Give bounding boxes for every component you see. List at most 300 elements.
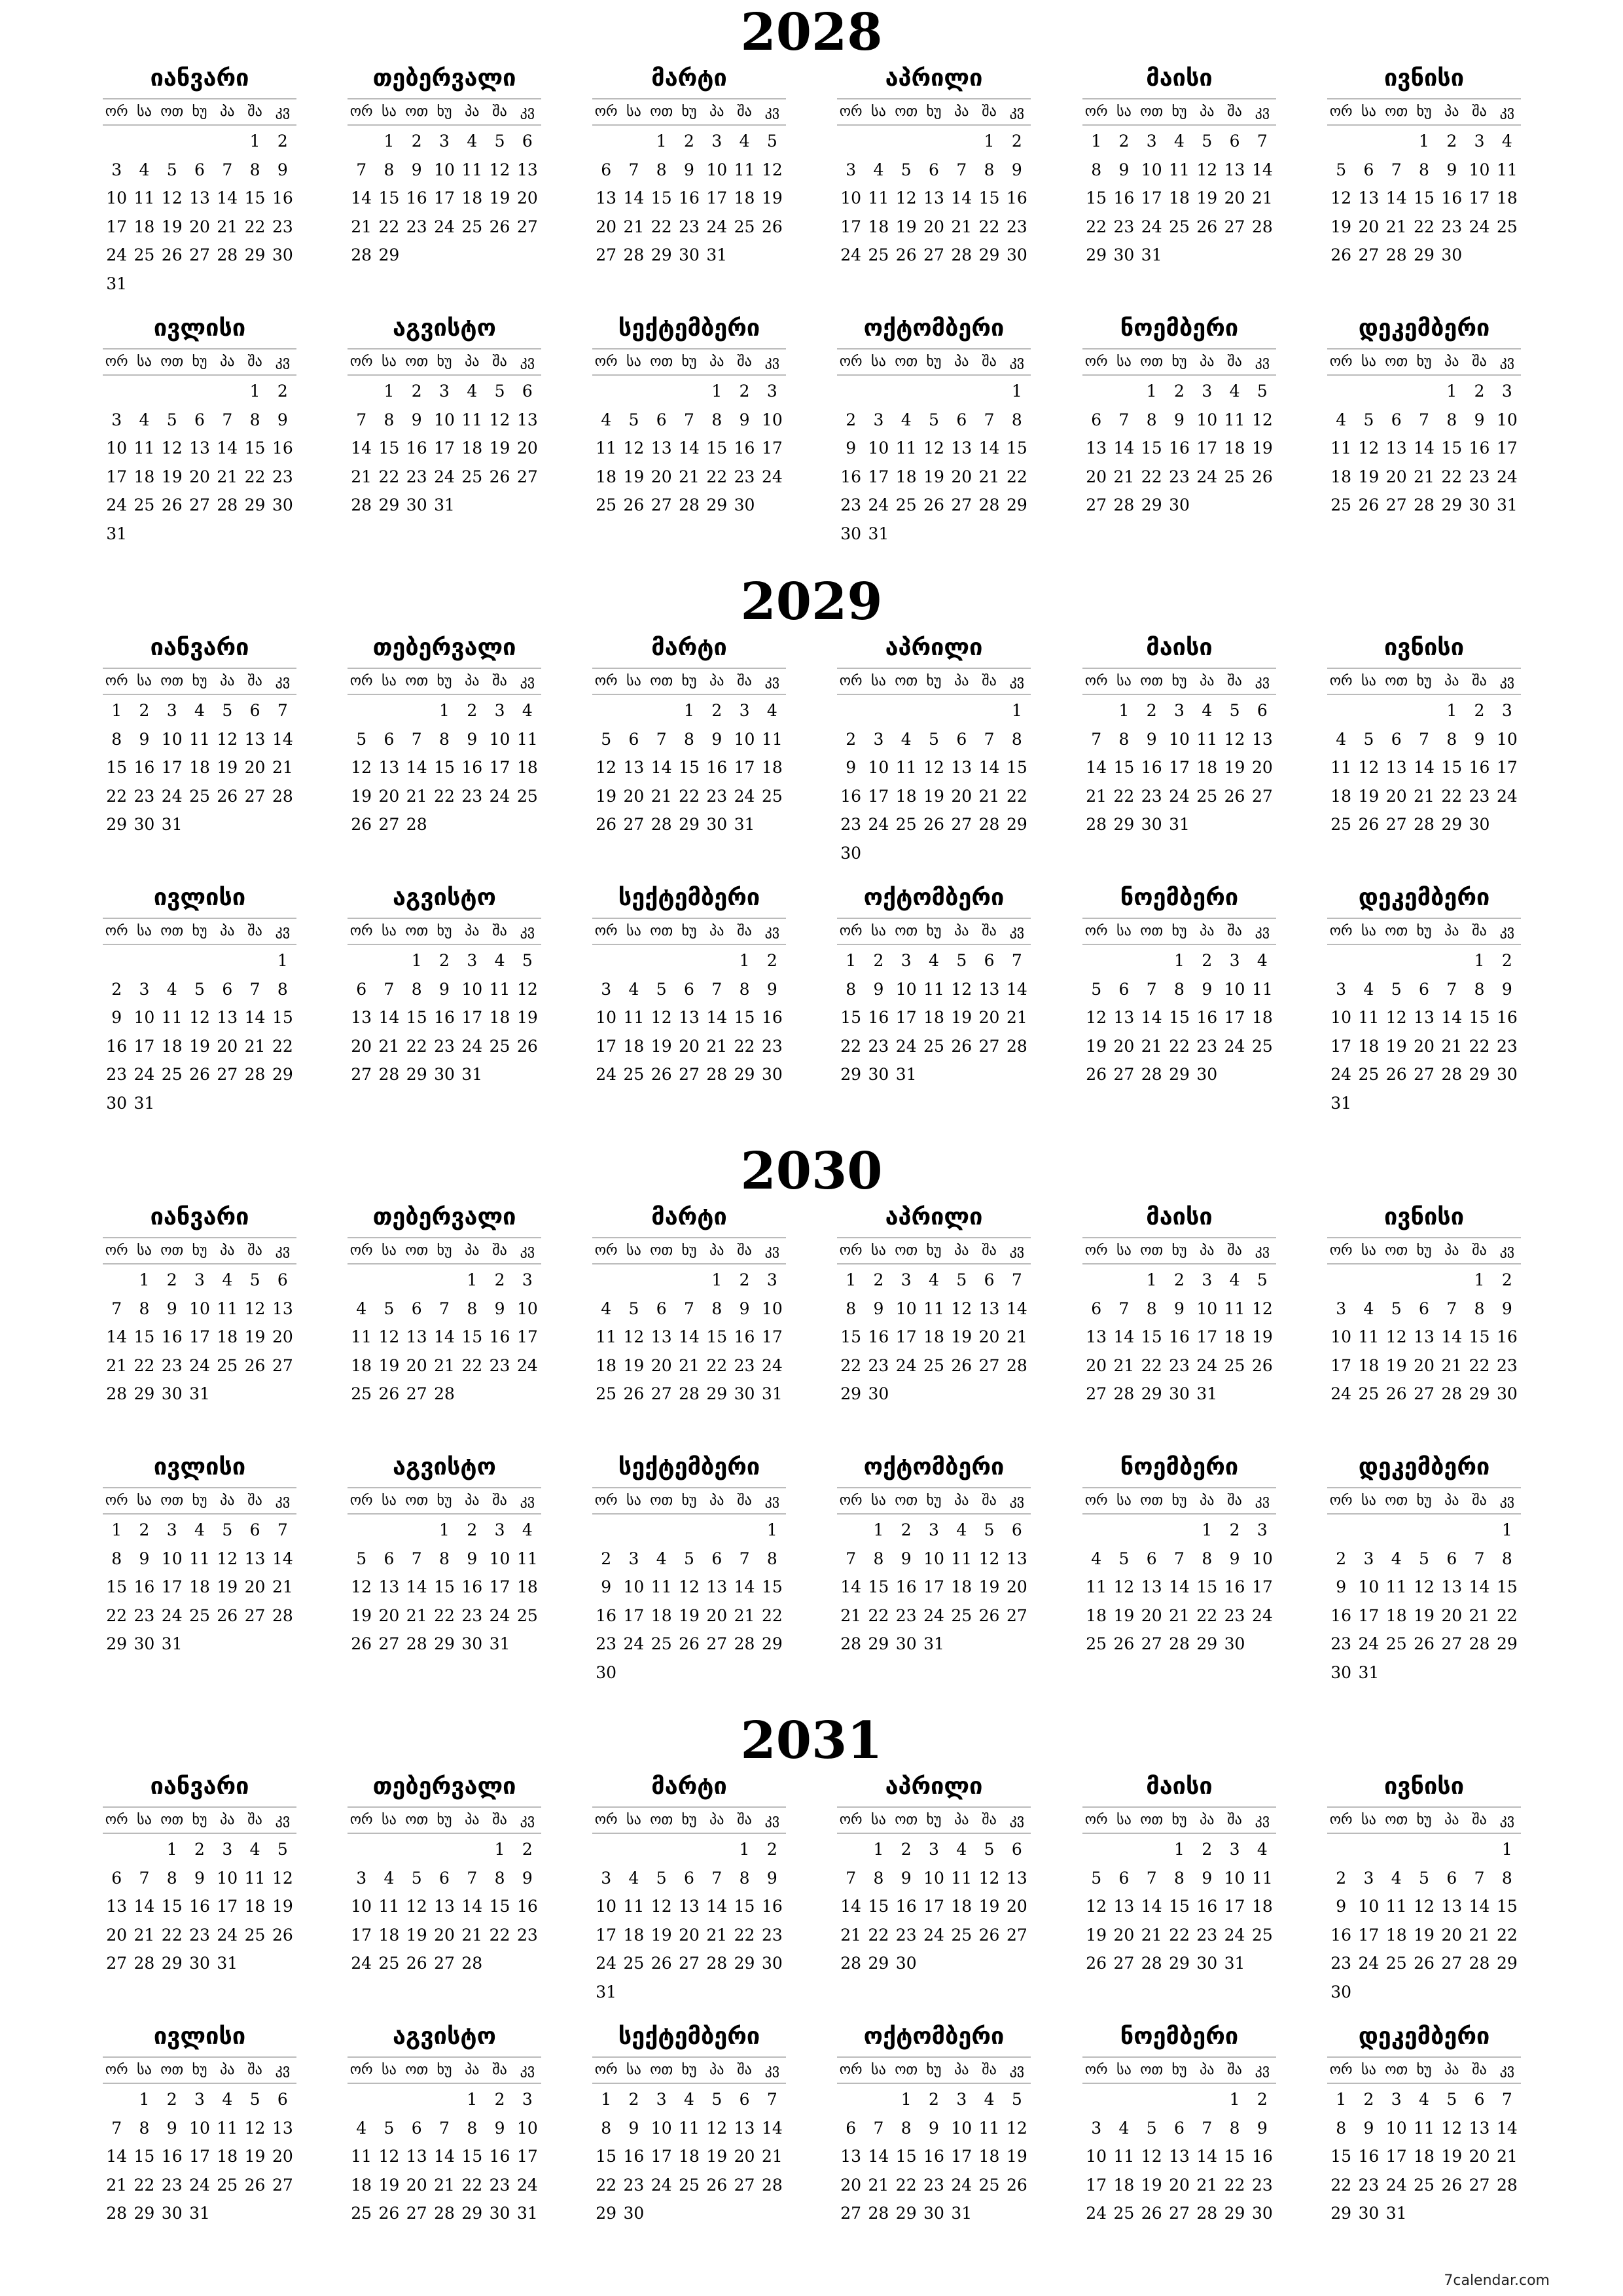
day-cell: 31 xyxy=(489,1634,510,1653)
day-cell: 17 xyxy=(189,1327,210,1346)
weekday-label: პა xyxy=(709,103,724,120)
day-cell: 9 xyxy=(873,979,884,999)
weekday-label: ხუ xyxy=(1416,103,1432,120)
weekday-label: ოთ xyxy=(650,1242,673,1259)
day-cell: 4 xyxy=(601,1299,612,1318)
day-cell: 16 xyxy=(434,1008,455,1027)
day-cell: 28 xyxy=(378,1065,400,1084)
weekday-label: შა xyxy=(247,673,262,689)
day-cell: 26 xyxy=(1414,1634,1435,1653)
day-cell: 26 xyxy=(1006,2175,1027,2195)
month-name: დეკემბერი xyxy=(1358,2023,1490,2050)
day-cell: 18 xyxy=(516,758,538,777)
day-cell: 9 xyxy=(873,1299,884,1318)
day-cell: 7 xyxy=(846,1549,857,1568)
weekday-label: ორ xyxy=(594,673,618,689)
day-empty xyxy=(675,946,703,975)
day-cell: 16 xyxy=(1196,1008,1218,1027)
day-cell: 17 xyxy=(217,1897,238,1916)
day-cell: 30 xyxy=(895,1954,917,1973)
day-cell: 30 xyxy=(489,2204,510,2223)
day-cell: 16 xyxy=(895,1577,917,1596)
day-cell: 25 xyxy=(596,1384,617,1403)
day-cell: 4 xyxy=(601,410,612,429)
day-cell: 8 xyxy=(1146,410,1157,429)
day-cell: 4 xyxy=(139,160,150,179)
day-cell: 8 xyxy=(1501,1549,1512,1568)
day-cell: 19 xyxy=(161,217,183,236)
weekday-header xyxy=(1082,668,1276,695)
day-cell: 25 xyxy=(189,786,210,806)
day-cell: 13 xyxy=(1441,1897,1463,1916)
weekday-label: შა xyxy=(737,1492,752,1509)
day-cell: 22 xyxy=(434,1605,455,1625)
day-cell: 9 xyxy=(766,979,777,999)
day-cell: 9 xyxy=(139,1549,150,1568)
day-cell: 29 xyxy=(1141,1384,1162,1403)
weekday-label: შა xyxy=(492,673,507,689)
day-empty xyxy=(865,2085,892,2114)
day-cell: 17 xyxy=(1330,1355,1352,1375)
day-cell: 28 xyxy=(761,2175,783,2195)
day-cell: 24 xyxy=(923,1925,944,1945)
day-cell: 31 xyxy=(1330,1093,1352,1113)
weekday-label: სა xyxy=(626,103,641,120)
day-cell: 19 xyxy=(161,467,183,486)
day-cell: 5 xyxy=(929,729,939,749)
day-cell: 27 xyxy=(1441,1954,1463,1973)
day-cell: 15 xyxy=(679,758,700,777)
day-empty xyxy=(213,377,241,406)
day-cell: 21 xyxy=(351,467,372,486)
day-cell: 30 xyxy=(1113,245,1135,264)
day-cell: 14 xyxy=(434,1327,455,1346)
day-cell: 28 xyxy=(434,1384,455,1403)
day-cell: 23 xyxy=(1496,1036,1518,1056)
day-cell: 1 xyxy=(984,132,995,151)
day-cell: 25 xyxy=(217,1355,238,1375)
day-empty xyxy=(592,1835,620,1864)
day-cell: 17 xyxy=(734,758,755,777)
day-cell: 2 xyxy=(411,382,422,401)
weekday-label: ორ xyxy=(1084,353,1108,370)
day-cell: 13 xyxy=(706,1577,728,1596)
day-empty xyxy=(1465,1835,1493,1864)
day-cell: 23 xyxy=(1251,2175,1273,2195)
day-cell: 31 xyxy=(134,1093,155,1113)
weekday-header xyxy=(1327,668,1521,695)
day-cell: 4 xyxy=(929,1270,939,1289)
day-cell: 26 xyxy=(951,1355,972,1375)
day-cell: 3 xyxy=(901,951,912,970)
day-cell: 17 xyxy=(623,1605,645,1625)
day-cell: 28 xyxy=(1469,1634,1490,1653)
day-empty xyxy=(620,1835,647,1864)
day-cell: 3 xyxy=(222,1840,233,1859)
day-cell: 20 xyxy=(1006,1897,1027,1916)
day-cell: 30 xyxy=(1006,245,1027,264)
day-cell: 26 xyxy=(244,2175,266,2195)
day-cell: 27 xyxy=(651,1384,672,1403)
day-cell: 3 xyxy=(494,701,505,720)
weekday-label: ოთ xyxy=(1385,353,1408,370)
weekday-label: ოთ xyxy=(1385,673,1408,689)
day-cell: 1 xyxy=(846,1270,857,1289)
weekday-label: სა xyxy=(137,1242,152,1259)
weekday-label: ოთ xyxy=(160,353,184,370)
day-cell: 16 xyxy=(761,1008,783,1027)
day-cell: 9 xyxy=(1474,729,1485,749)
day-cell: 7 xyxy=(383,979,395,999)
weekday-label: ხუ xyxy=(1416,1812,1432,1828)
day-cell: 23 xyxy=(679,217,700,236)
day-empty xyxy=(675,1266,703,1295)
day-cell: 26 xyxy=(161,495,183,514)
day-cell: 22 xyxy=(651,217,672,236)
weekday-header xyxy=(837,1237,1031,1265)
day-cell: 23 xyxy=(840,495,862,514)
day-cell: 17 xyxy=(489,1577,510,1596)
day-cell: 16 xyxy=(895,1897,917,1916)
weekday-label: ორ xyxy=(594,1812,618,1828)
month-name: ივლისი xyxy=(153,315,246,342)
weekday-label: ორ xyxy=(105,673,128,689)
day-cell: 27 xyxy=(1086,1384,1107,1403)
weekday-label: შა xyxy=(982,1492,997,1509)
day-cell: 29 xyxy=(679,815,700,834)
day-cell: 16 xyxy=(761,1897,783,1916)
day-cell: 29 xyxy=(378,245,400,264)
day-cell: 24 xyxy=(1086,2204,1107,2223)
day-empty xyxy=(1383,1266,1410,1295)
day-cell: 5 xyxy=(684,1549,694,1568)
day-grid xyxy=(837,946,1031,1089)
day-grid xyxy=(837,2085,1031,2228)
day-cell: 3 xyxy=(873,410,884,429)
day-cell: 17 xyxy=(840,217,862,236)
day-cell: 19 xyxy=(189,1036,210,1056)
weekday-label: ოთ xyxy=(650,2062,673,2078)
day-cell: 26 xyxy=(1414,1954,1435,1973)
day-cell: 25 xyxy=(895,495,917,514)
day-cell: 1 xyxy=(873,1840,884,1859)
weekday-label: პა xyxy=(954,923,969,939)
day-cell: 19 xyxy=(1385,1036,1407,1056)
day-cell: 13 xyxy=(596,188,617,207)
day-cell: 27 xyxy=(951,815,972,834)
day-grid xyxy=(1082,1835,1276,1978)
weekday-label: ორ xyxy=(594,923,618,939)
weekday-label: პა xyxy=(220,2062,235,2078)
day-cell: 30 xyxy=(840,843,862,863)
day-cell: 19 xyxy=(923,467,944,486)
day-cell: 4 xyxy=(1118,2118,1130,2138)
day-empty xyxy=(1327,1835,1355,1864)
footer-credit: 7calendar.com xyxy=(1444,2272,1550,2289)
weekday-header xyxy=(348,1487,541,1515)
weekday-label: ხუ xyxy=(1171,1812,1187,1828)
day-cell: 8 xyxy=(1419,160,1429,179)
day-cell: 30 xyxy=(679,245,700,264)
day-cell: 20 xyxy=(272,1327,293,1346)
day-empty xyxy=(920,696,948,725)
day-empty xyxy=(730,1516,758,1545)
day-cell: 4 xyxy=(766,701,777,720)
day-cell: 14 xyxy=(1441,1008,1463,1027)
day-cell: 22 xyxy=(1006,467,1027,486)
day-cell: 10 xyxy=(1330,1008,1352,1027)
weekday-label: კვ xyxy=(1255,353,1270,370)
day-cell: 17 xyxy=(1196,1327,1218,1346)
weekday-label: ოთ xyxy=(1385,103,1408,120)
day-cell: 9 xyxy=(846,758,857,777)
day-cell: 25 xyxy=(761,786,783,806)
day-cell: 6 xyxy=(1419,1299,1429,1318)
day-cell: 10 xyxy=(1169,729,1190,749)
day-cell: 2 xyxy=(411,132,422,151)
day-cell: 22 xyxy=(706,1355,728,1375)
day-cell: 20 xyxy=(106,1925,128,1945)
weekday-label: ხუ xyxy=(926,923,942,939)
weekday-header xyxy=(348,668,541,695)
day-cell: 10 xyxy=(1251,1549,1273,1568)
day-cell: 22 xyxy=(461,1355,483,1375)
day-cell: 7 xyxy=(1011,951,1022,970)
day-cell: 25 xyxy=(1113,2204,1135,2223)
day-cell: 21 xyxy=(406,786,427,806)
day-cell: 30 xyxy=(434,1065,455,1084)
day-cell: 22 xyxy=(1113,786,1135,806)
day-cell: 18 xyxy=(1385,1925,1407,1945)
day-cell: 3 xyxy=(467,951,478,970)
month-name: სექტემბერი xyxy=(618,2023,760,2050)
weekday-label: შა xyxy=(737,923,752,939)
day-cell: 11 xyxy=(1414,2118,1435,2138)
day-cell: 10 xyxy=(1358,1577,1380,1596)
day-cell: 28 xyxy=(406,815,427,834)
day-cell: 16 xyxy=(679,188,700,207)
weekday-header xyxy=(103,1806,296,1834)
day-cell: 23 xyxy=(868,1036,889,1056)
day-cell: 22 xyxy=(1006,786,1027,806)
day-empty xyxy=(375,2085,402,2114)
day-cell: 14 xyxy=(272,729,293,749)
weekday-label: ორ xyxy=(1084,673,1108,689)
day-cell: 19 xyxy=(1358,467,1380,486)
day-cell: 25 xyxy=(351,2204,372,2223)
day-cell: 14 xyxy=(1141,1008,1162,1027)
day-cell: 13 xyxy=(679,1008,700,1027)
day-cell: 14 xyxy=(1086,758,1107,777)
day-cell: 8 xyxy=(1446,410,1457,429)
day-cell: 14 xyxy=(840,1577,862,1596)
day-cell: 19 xyxy=(1006,2147,1027,2166)
day-cell: 30 xyxy=(1496,1065,1518,1084)
day-empty xyxy=(375,696,402,725)
day-cell: 14 xyxy=(351,439,372,457)
day-cell: 5 xyxy=(1091,979,1102,999)
weekday-label: ორ xyxy=(594,103,618,120)
day-cell: 28 xyxy=(706,1065,728,1084)
day-cell: 18 xyxy=(161,1036,183,1056)
day-cell: 30 xyxy=(272,495,293,514)
day-cell: 11 xyxy=(461,410,483,429)
day-cell: 17 xyxy=(161,758,183,777)
day-cell: 24 xyxy=(1496,786,1518,806)
day-cell: 14 xyxy=(106,1327,128,1346)
day-cell: 24 xyxy=(189,2175,210,2195)
day-cell: 14 xyxy=(1414,439,1435,457)
day-cell: 12 xyxy=(244,1299,266,1318)
day-cell: 28 xyxy=(272,1605,293,1625)
day-empty xyxy=(1355,1516,1382,1545)
weekday-label: ოთ xyxy=(1385,1812,1408,1828)
weekday-label: სა xyxy=(626,1812,641,1828)
day-cell: 22 xyxy=(868,1605,889,1625)
weekday-label: ორ xyxy=(105,923,128,939)
day-cell: 15 xyxy=(272,1008,293,1027)
day-cell: 3 xyxy=(139,979,150,999)
day-cell: 28 xyxy=(1141,1954,1162,1973)
day-grid xyxy=(103,1266,296,1408)
weekday-header xyxy=(837,98,1031,126)
day-cell: 2 xyxy=(1474,382,1485,401)
day-cell: 16 xyxy=(489,1327,510,1346)
day-cell: 25 xyxy=(679,2175,700,2195)
day-cell: 21 xyxy=(217,467,238,486)
weekday-label: ოთ xyxy=(1140,353,1164,370)
day-cell: 15 xyxy=(1330,2147,1352,2166)
weekday-label: სა xyxy=(871,923,886,939)
weekday-label: ოთ xyxy=(1140,1242,1164,1259)
day-cell: 31 xyxy=(516,2204,538,2223)
day-cell: 11 xyxy=(189,1549,210,1568)
weekday-label: პა xyxy=(1200,2062,1215,2078)
day-cell: 26 xyxy=(161,245,183,264)
weekday-label: შა xyxy=(492,1242,507,1259)
day-cell: 23 xyxy=(461,786,483,806)
weekday-label: კვ xyxy=(1499,1812,1515,1828)
day-cell: 30 xyxy=(161,1384,183,1403)
weekday-label: პა xyxy=(1200,1812,1215,1828)
day-cell: 12 xyxy=(1224,729,1245,749)
day-cell: 22 xyxy=(1441,786,1463,806)
day-cell: 26 xyxy=(1141,2204,1162,2223)
weekday-label: შა xyxy=(982,2062,997,2078)
day-cell: 11 xyxy=(217,1299,238,1318)
day-empty xyxy=(703,946,730,975)
weekday-header xyxy=(592,98,786,126)
day-cell: 3 xyxy=(166,701,177,720)
day-cell: 28 xyxy=(106,2204,128,2223)
day-cell: 1 xyxy=(1229,2090,1240,2109)
day-cell: 10 xyxy=(134,1008,155,1027)
day-cell: 17 xyxy=(1224,1008,1245,1027)
weekday-label: სა xyxy=(626,1492,641,1509)
day-cell: 2 xyxy=(1011,132,1022,151)
day-cell: 21 xyxy=(1385,217,1407,236)
day-cell: 15 xyxy=(378,439,400,457)
day-cell: 24 xyxy=(596,1065,617,1084)
day-cell: 26 xyxy=(923,495,944,514)
weekday-label: ოთ xyxy=(895,103,918,120)
day-empty xyxy=(431,2085,458,2114)
day-empty xyxy=(130,127,158,156)
day-cell: 26 xyxy=(1385,1065,1407,1084)
day-cell: 27 xyxy=(1169,2204,1190,2223)
weekday-label: ოთ xyxy=(160,1492,184,1509)
weekday-label: სა xyxy=(382,1492,397,1509)
day-cell: 20 xyxy=(923,217,944,236)
day-cell: 11 xyxy=(1385,1897,1407,1916)
weekday-label: ორ xyxy=(1329,923,1353,939)
month-name: სექტემბერი xyxy=(618,315,760,342)
day-cell: 11 xyxy=(868,188,889,207)
day-cell: 13 xyxy=(623,758,645,777)
day-cell: 2 xyxy=(739,1270,750,1289)
weekday-label: კვ xyxy=(275,353,291,370)
day-cell: 16 xyxy=(1358,2147,1380,2166)
day-cell: 1 xyxy=(139,1270,150,1289)
day-cell: 29 xyxy=(161,1954,183,1973)
weekday-label: ხუ xyxy=(192,923,207,939)
day-cell: 22 xyxy=(1496,1605,1518,1625)
weekday-label: ხუ xyxy=(1416,353,1432,370)
day-cell: 21 xyxy=(706,1925,728,1945)
day-cell: 16 xyxy=(1224,1577,1245,1596)
day-cell: 15 xyxy=(1441,758,1463,777)
day-cell: 10 xyxy=(923,1549,944,1568)
day-cell: 17 xyxy=(951,2147,972,2166)
day-empty xyxy=(648,1516,675,1545)
day-cell: 25 xyxy=(1224,467,1245,486)
day-cell: 2 xyxy=(522,1840,533,1859)
weekday-label: პა xyxy=(1200,923,1215,939)
weekday-label: ოთ xyxy=(895,923,918,939)
day-cell: 25 xyxy=(161,1065,183,1084)
day-cell: 2 xyxy=(1336,1868,1347,1888)
month-name: ნოემბერი xyxy=(1120,884,1239,911)
weekday-label: ხუ xyxy=(681,1242,697,1259)
day-cell: 1 xyxy=(739,951,750,970)
day-cell: 12 xyxy=(1086,1897,1107,1916)
day-cell: 24 xyxy=(161,786,183,806)
weekday-label: ორ xyxy=(839,353,863,370)
weekday-label: პა xyxy=(709,2062,724,2078)
day-grid xyxy=(348,696,541,839)
day-cell: 4 xyxy=(1257,1840,1268,1859)
day-cell: 26 xyxy=(951,1036,972,1056)
weekday-label: შა xyxy=(737,1242,752,1259)
day-cell: 26 xyxy=(1086,1065,1107,1084)
day-empty xyxy=(241,946,268,975)
day-cell: 20 xyxy=(706,1605,728,1625)
day-cell: 6 xyxy=(1229,132,1240,151)
day-cell: 19 xyxy=(217,758,238,777)
day-cell: 24 xyxy=(516,2175,538,2195)
day-cell: 26 xyxy=(1358,815,1380,834)
day-cell: 26 xyxy=(1251,1355,1273,1375)
day-cell: 31 xyxy=(951,2204,972,2223)
weekday-label: ოთ xyxy=(160,923,184,939)
weekday-label: პა xyxy=(954,103,969,120)
day-cell: 25 xyxy=(351,1384,372,1403)
day-empty xyxy=(186,377,213,406)
day-cell: 19 xyxy=(923,786,944,806)
day-cell: 12 xyxy=(217,729,238,749)
day-cell: 11 xyxy=(351,1327,372,1346)
day-cell: 11 xyxy=(923,979,944,999)
